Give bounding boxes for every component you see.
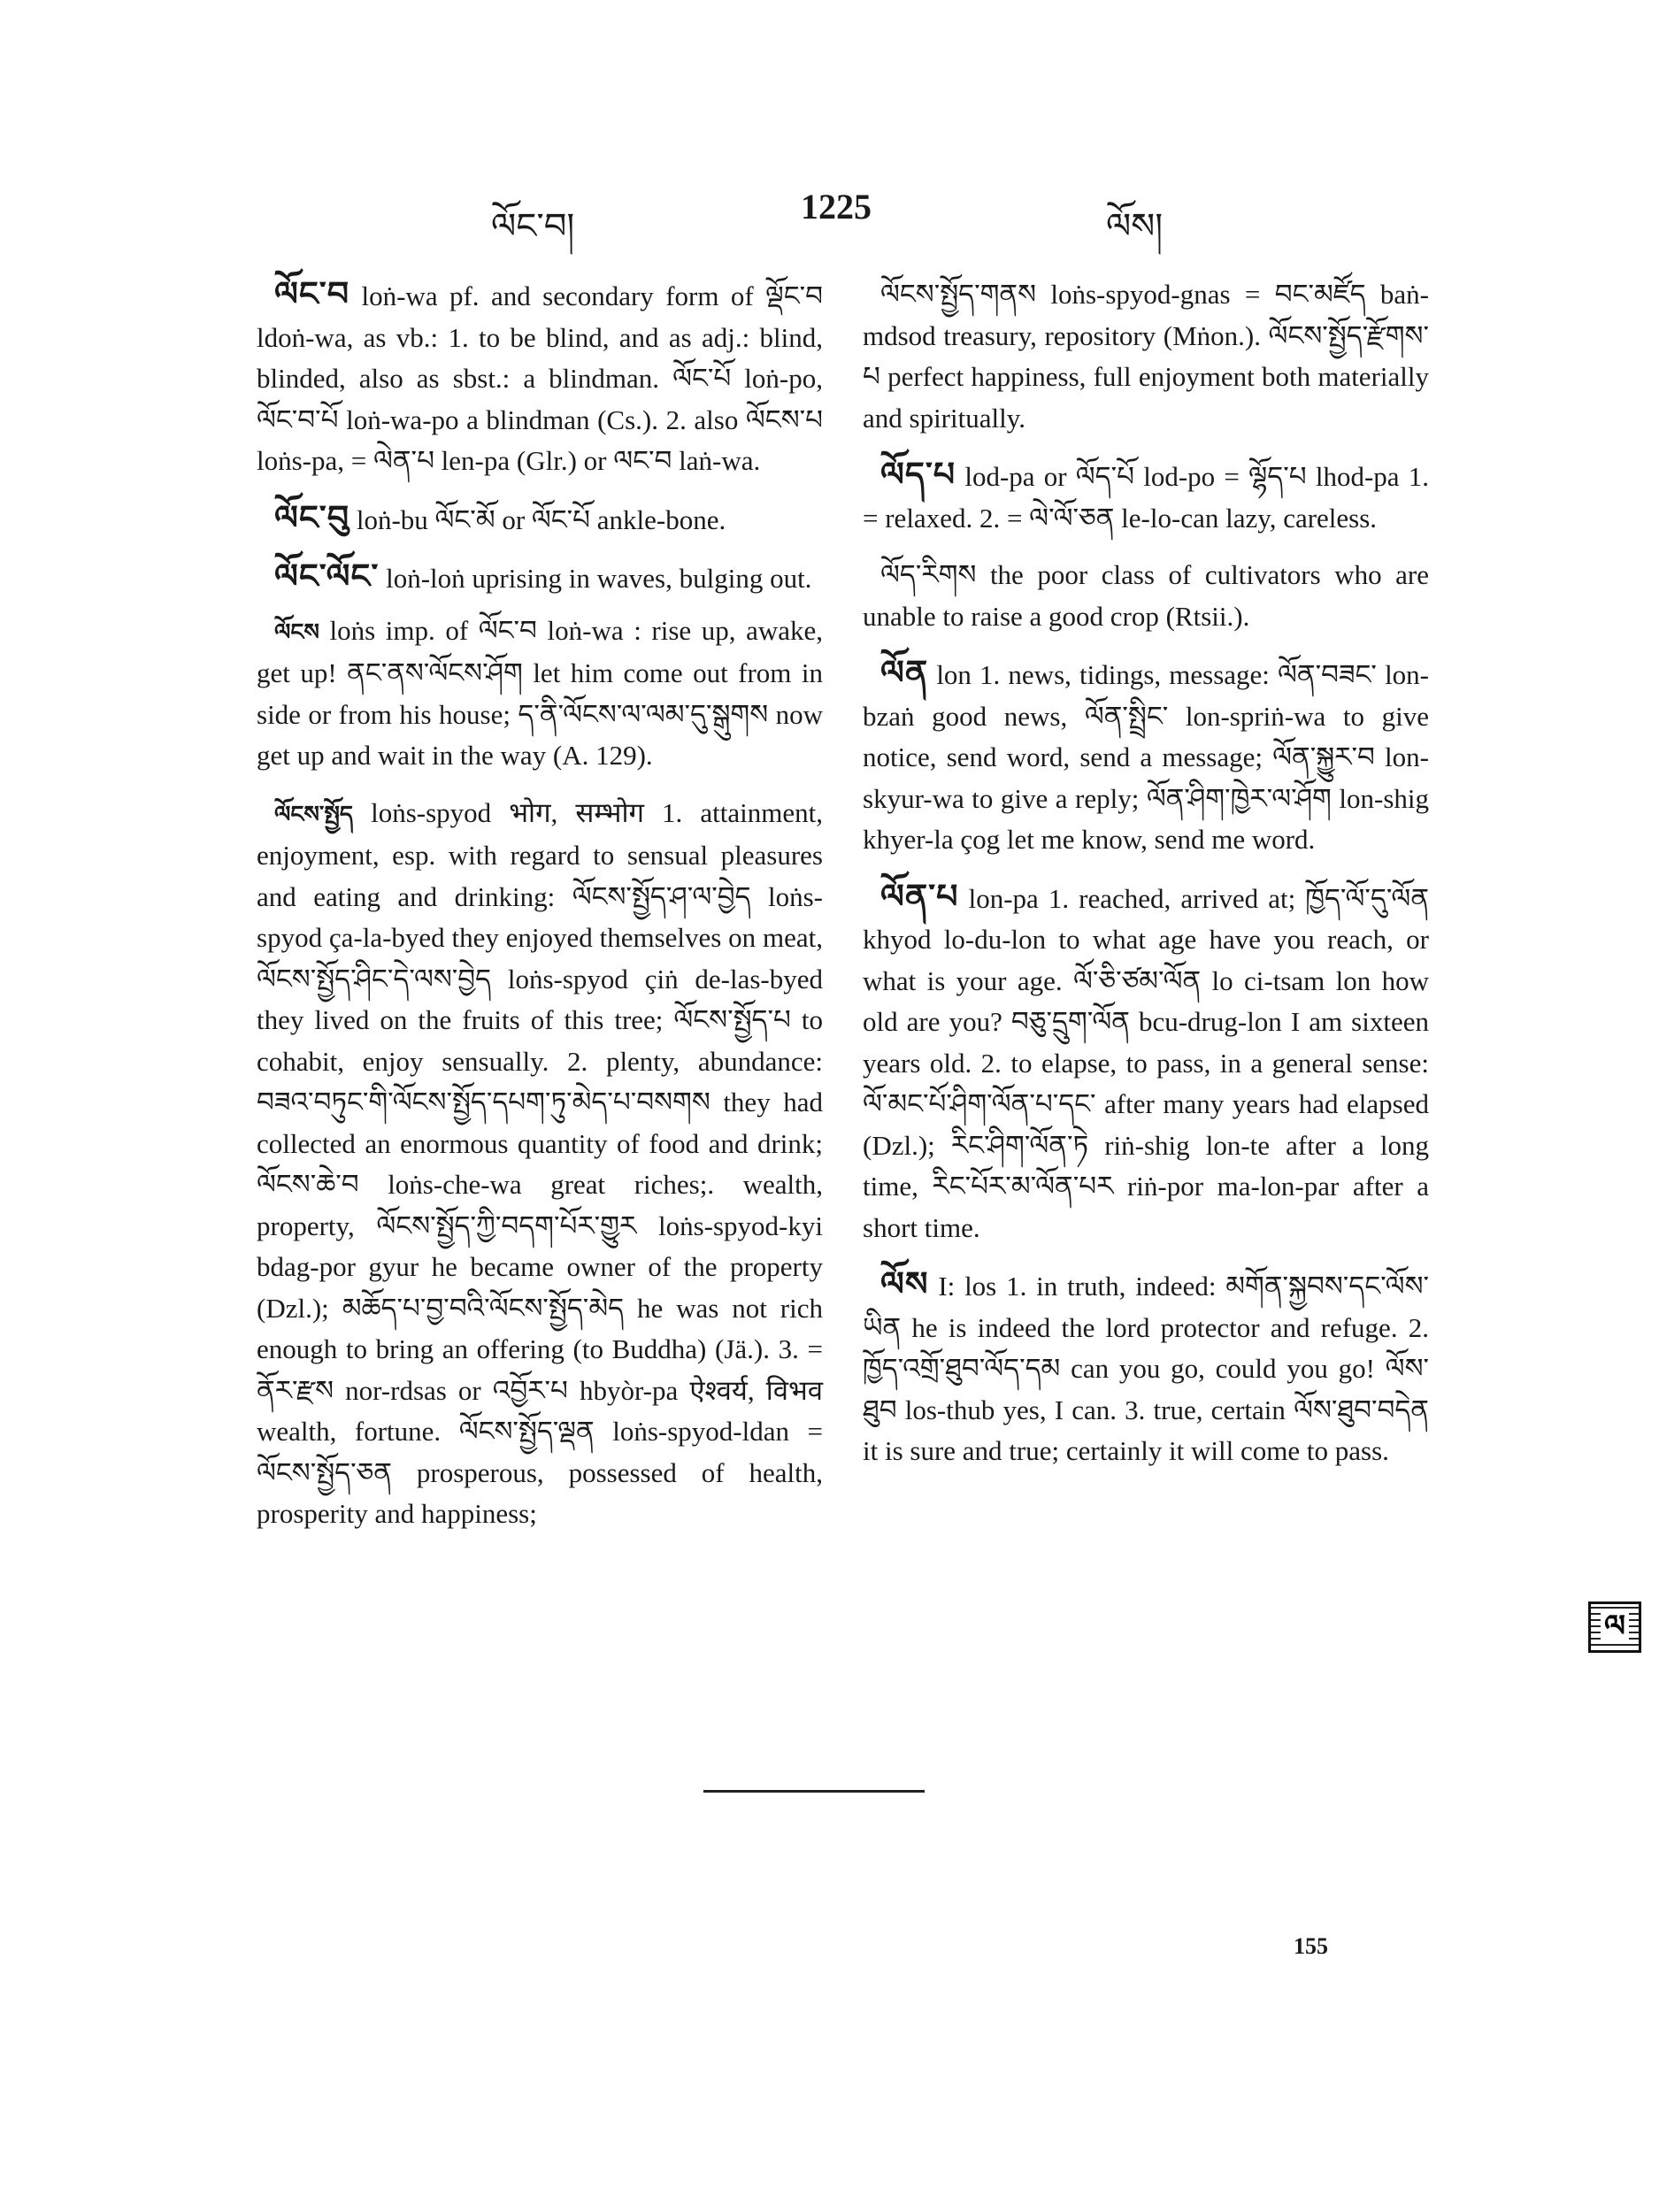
entry-lod-rigs: [863, 555, 1429, 637]
entry-lons: [257, 611, 823, 777]
entry-text: lon-pa 1. reached, arrived at; ཁྱོད་ལོ་དུ་ལོན khyod lo-du-lon to what age have you reach, or what is your age. ལོ་ཅི་ཙམ་ལོན lo ci-tsam lon how old are you? བཅུ་དྲུག་ལོན bcu-drug-lon I am sixteen years old. 2. to elapse, to pass, in a general sense: ལོ་མང་པོ་ཤིག་ལོན་པ་དང་ after many years had elapsed (Dzl.); རིང་ཤིག་ལོན་ཏེ riṅ-shig lon-te after a long time, རིང་པོར་མ་ལོན་པར riṅ-por ma-lon-par after a short time.: [863, 882, 1429, 1243]
headword: ལོད་པ: [880, 457, 956, 494]
right-column: [863, 274, 1429, 1488]
left-column: [257, 274, 823, 1551]
entry-text: loṅ-loṅ uprising in waves, bulging out.: [386, 563, 812, 594]
entry-lod-pa: [863, 455, 1429, 539]
entry-text: lod-pa or ལོད་པོ lod-po = ལྷོད་པ lhod-pa 1. = relaxed. 2. = ལེ་ལོ་ཅན le-lo-can lazy, careless.: [863, 461, 1429, 534]
running-header: [0, 186, 1659, 246]
entry-text: I: los 1. in truth, indeed: མགོན་སྐྱབས་དང་ལོས་ཡིན he is indeed the lord protector and refuge. 2. ཁྱོད་འགྲོ་ཐུབ་ལོད་དམ can you go, could you go! ལོས་ཐུབ los-thub yes, I can. 3. true, certain ལོས་ཐུབ་བདེན it is sure and true; certainly it will come to pass.: [863, 1271, 1429, 1466]
headword: ལོས: [880, 1266, 929, 1303]
headword: ལོང་ལོང་: [274, 558, 380, 595]
entry-text: ལོངས་སྤྱོད་གནས loṅs-spyod-gnas = བང་མཛོད baṅ-mdsod treasury, repository (Mṅon.). ལོངས་སྤྱོད་རྫོགས་པ perfect happiness, full enjoyment both materially and spiritually.: [863, 279, 1429, 434]
headword: ལོན་པ: [880, 878, 959, 916]
entry-lon-wa: [257, 274, 823, 482]
end-rule-divider: [703, 1790, 925, 1793]
thumb-index-tab: [1588, 1601, 1641, 1653]
entry-text: lon 1. news, tidings, message: ལོན་བཟང་ lon-bzaṅ good news, ལོན་སྤྲིང་ lon-spriṅ-wa to give notice, send word, send a message; ལོན་སྐྱུར་བ lon-skyur-wa to give a reply; ལོན་ཤིག་ཁྱེར་ལ་ཤོག lon-shig khyer-la çog let me know, send me word.: [863, 659, 1430, 855]
entry-text: loṅs imp. of ལོང་བ loṅ-wa : rise up, awake, get up! ནང་ནས་ལོངས་ཤོག let him come out from in side or from his house; ད་ནི་ལོངས་ལ་ལམ་དུ་སྒུགས now get up and wait in the way (A. 129).: [257, 614, 824, 771]
headword: ལོན: [880, 655, 929, 692]
folio-signature: 155: [1294, 1933, 1328, 1959]
headword: ལོངས: [274, 618, 319, 645]
header-left-guideword: ལོང་བ།: [491, 206, 575, 246]
entry-lon-bu: [257, 498, 823, 541]
entry-lon-pa: [863, 877, 1429, 1249]
thumb-index-letter: ལ: [1601, 1610, 1629, 1643]
headword: ལོང་བུ: [274, 499, 350, 537]
entry-text: ལོད་རིགས the poor class of cultivators who are unable to raise a good crop (Rtsii.).: [863, 559, 1429, 632]
entry-los: [863, 1264, 1429, 1472]
entry-text: loṅs-spyod भोग, सम्भोग 1. attainment, enjoyment, esp. with regard to sensual pleasures and eating and drinking: ལོངས་སྤྱོད་ཤ་ལ་བྱེད loṅs-spyod ça-la-byed they enjoyed themselves on meat, ལོངས་སྤྱོད་ཤིང་དེ་ལས་བྱེད loṅs-spyod çiṅ de-las-byed they lived on the fruits of this tree; ལོངས་སྤྱོད་པ to cohabit, enjoy sensually. 2. plenty, abundance: བཟའ་བཏུང་གི་ལོངས་སྤྱོད་དཔག་ཏུ་མེད་པ་བསགས they had collected an enormous quantity of food and drink; ལོངས་ཆེ་བ loṅs-che-wa great riches;. wealth, property, ལོངས་སྤྱོད་ཀྱི་བདག་པོར་གྱུར loṅs-spyod-kyi bdag-por gyur he became owner of the property (Dzl.); མཆོད་པ་བྱ་བའི་ལོངས་སྤྱོད་མེད he was not rich enough to bring an offering (to Buddha) (Jä.). 3. = ནོར་རྫས nor-rdsas or འབྱོར་པ hbyòr-pa ऐश्वर्य, विभव wealth, fortune. ལོངས་སྤྱོད་ལྡན loṅs-spyod-ldan = ལོངས་སྤྱོད་ཅན prosperous, possessed of health, prosperity and happiness;: [257, 796, 823, 1529]
entry-text: loṅ-wa pf. and secondary form of ལྡོང་བ ldoṅ-wa, as vb.: 1. to be blind, and as adj.: blind, blinded, also as sbst.: a blindman. ལོང་པོ loṅ-po, ལོང་བ་པོ loṅ-wa-po a blindman (Cs.). 2. also ལོངས་པ loṅs-pa, = ལེན་པ len-pa (Glr.) or ལང་བ laṅ-wa.: [257, 280, 824, 476]
page-number: 1225: [801, 187, 872, 227]
entry-lons-spyod: [257, 793, 823, 1535]
headword: ལོངས་སྤྱོད: [274, 801, 353, 827]
entry-lon-lon: [257, 557, 823, 600]
entry-lon: [863, 653, 1429, 861]
entry-text: loṅ-bu ལོང་མོ or ལོང་པོ ankle-bone.: [356, 503, 726, 535]
entry-lons-spyod-gnas: [863, 274, 1429, 439]
headword: ལོང་བ: [274, 276, 350, 313]
header-right-guideword: ལོས།: [1106, 206, 1164, 246]
